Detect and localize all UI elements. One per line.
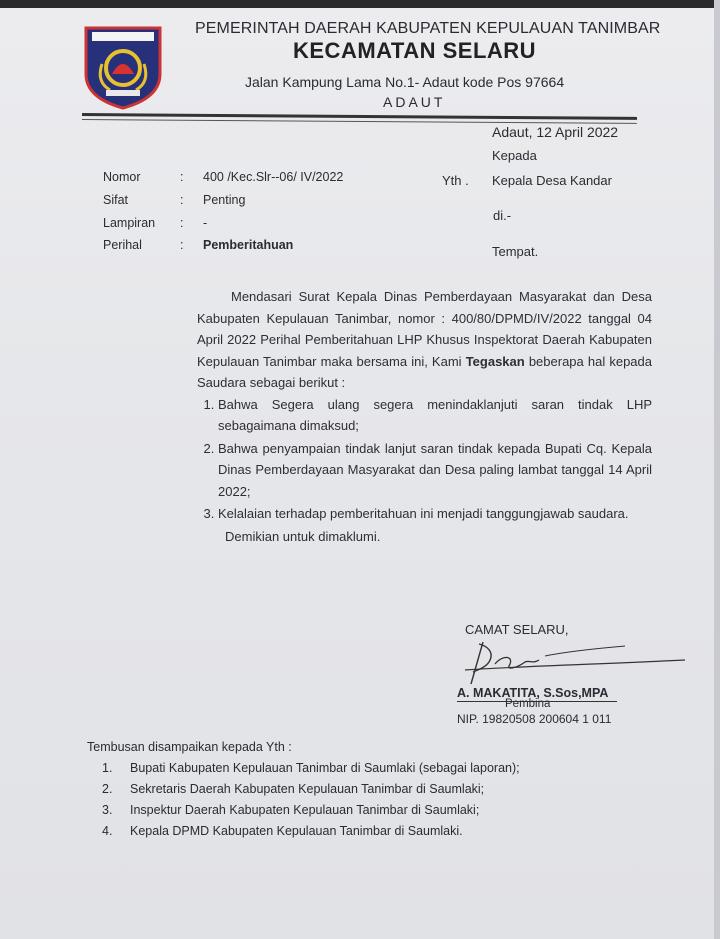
list-item — [102, 779, 582, 800]
intro-text-2: beberapa hal kepada Saudara sebagai berikut : — [197, 353, 652, 390]
cc-number: 4. — [102, 824, 113, 838]
meta-colon: : — [180, 238, 184, 252]
letterhead-district: KECAMATAN SELARU — [293, 38, 537, 63]
letterhead-city: ADAUT — [383, 94, 446, 110]
cc-text: Sekretaris Daerah Kabupaten Kepulauan Tanimbar di Saumlaki; — [130, 782, 485, 796]
addressee-kepada: Kepada — [492, 148, 537, 163]
meta-perihal-value: Pemberitahuan — [203, 238, 294, 252]
cc-text: Inspektur Daerah Kabupaten Kepulauan Tanimbar di Saumlaki; — [130, 803, 480, 817]
list-item — [102, 821, 582, 842]
intro-paragraph — [197, 286, 652, 394]
top-border — [0, 0, 720, 8]
cc-text: Bupati Kabupaten Kepulauan Tanimbar di Saumlaki (sebagai laporan); — [130, 761, 520, 775]
signatory-rank: Pembina — [505, 698, 551, 710]
meta-perihal-label: Perihal — [103, 238, 142, 252]
regency-emblem-icon — [82, 24, 164, 110]
addressee-recipient: Kepala Desa Kandar — [492, 173, 612, 188]
list-item: 1. Bahwa Segera ulang segera menindaklanjuti saran tindak LHP sebagaimana dimaksud; — [218, 394, 652, 437]
meta-sifat-label: Sifat — [103, 193, 129, 207]
cc-number: 1. — [102, 761, 113, 775]
cc-number: 2. — [102, 782, 113, 796]
list-item — [102, 758, 582, 779]
meta-colon: : — [180, 216, 184, 230]
meta-lampiran-value: - — [203, 216, 208, 230]
letterhead-address: Jalan Kampung Lama No.1- Adaut kode Pos 97664 — [245, 74, 565, 90]
cc-text: Kepala DPMD Kabupaten Kepulauan Tanimbar di Saumlaki. — [130, 824, 463, 838]
meta-lampiran-label: Lampiran — [103, 216, 156, 230]
meta-nomor-value: 400 /Kec.Slr--06/ IV/2022 — [203, 170, 344, 184]
cc-list — [102, 758, 582, 842]
cc-heading: Tembusan disampaikan kepada Yth : — [87, 740, 292, 754]
intro-emphasis: Tegaskan — [465, 353, 525, 369]
letter-body — [197, 286, 652, 547]
signatory-title: CAMAT SELARU, — [465, 622, 569, 637]
meta-sifat-value: Penting — [203, 193, 246, 207]
signatory-nip: NIP. 19820508 200604 1 011 — [457, 712, 612, 726]
meta-colon: : — [180, 170, 184, 184]
letter-date: Adaut, 12 April 2022 — [492, 124, 619, 140]
list-item — [102, 800, 582, 821]
cc-number: 3. — [102, 803, 113, 817]
addressee-di: di.- — [493, 208, 512, 223]
meta-colon: : — [180, 193, 184, 207]
meta-nomor-label: Nomor — [103, 170, 141, 184]
addressee-yth: Yth . — [442, 173, 469, 188]
addressee-place: Tempat. — [492, 244, 539, 259]
letterhead-government: PEMERINTAH DAERAH KABUPATEN KEPULAUAN TANIMBAR — [195, 20, 661, 37]
closing-line: Demikian untuk dimaklumi. — [225, 528, 381, 544]
intro-text-1: Mendasari Surat Kepala Dinas Pemberdayaan Masyarakat dan Desa Kabupaten Kepulauan Tanimbar, nomor : 400/80/DPMD/IV/2022 tanggal 04 April 2022 Perihal Pemberitahuan LHP Khusus Inspektorat Daerah Kabupaten Kepulauan Tanimbar maka bersama ini, Kami — [197, 289, 652, 369]
handwritten-signature-icon — [455, 630, 690, 690]
list-item: 2. Bahwa penyampaian tindak lanjut saran tindak kepada Bupati Cq. Kepala Dinas Pemberdayaan Masyarakat dan Desa paling lambat tanggal 14 April 2022; — [218, 438, 652, 503]
signatory-name: A. MAKATITA, S.Sos,MPA — [457, 686, 609, 700]
list-item: 3. Kelalaian terhadap pemberitahuan ini menjadi tanggungjawab saudara. — [218, 503, 652, 525]
points-list — [197, 394, 652, 525]
right-edge — [714, 0, 720, 939]
